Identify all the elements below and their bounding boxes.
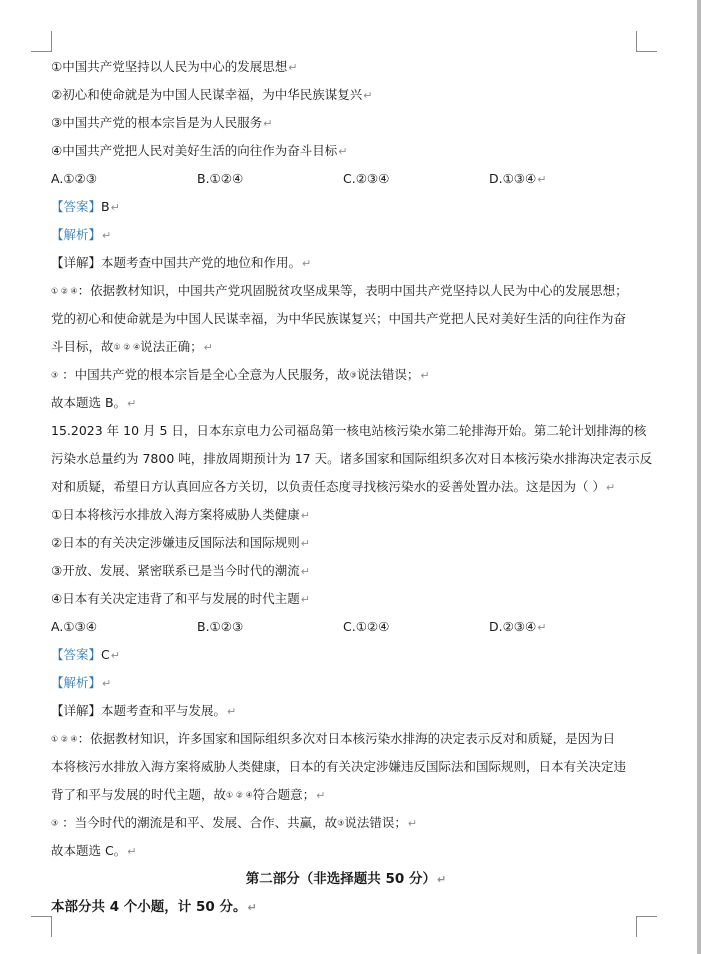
q15-statement-2: ②日本的有关决定涉嫌违反国际法和国际规则↵ — [51, 535, 310, 550]
q15-stem-3: 对和质疑，希望日方认真回应各方关切，以负责任态度寻找核污染水的妥善处置办法。这是因为（ ）↵ — [51, 479, 616, 494]
q14-conclusion: 故本题选 B。↵ — [51, 395, 137, 410]
q14-statement-4: ④中国共产党把人民对美好生活的向往作为奋斗目标↵ — [51, 143, 348, 158]
q15-option-b: B.①②③ — [197, 619, 244, 634]
q15-analysis: 【解析】↵ — [51, 675, 112, 690]
part2-heading: 第二部分（非选择题共 50 分）↵ — [245, 871, 447, 887]
q14-statement-3: ③中国共产党的根本宗旨是为人民服务↵ — [51, 115, 273, 130]
q15-explain-2: 本将核污水排放入海方案将威胁人类健康，日本的有关决定涉嫌违反国际法和国际规则，日本有关决定违 — [51, 759, 627, 774]
q15-options — [51, 613, 641, 641]
document-body[interactable] — [51, 53, 653, 921]
q15-stem-1: 15.2023 年 10 月 5 日，日本东京电力公司福岛第一核电站核污染水第二轮排海开始。第二轮计划排海的核 — [51, 423, 647, 438]
crop-mark-top-left — [31, 31, 52, 52]
q14-detail: 【详解】本题考查中国共产党的地位和作用。↵ — [51, 255, 312, 270]
q15-answer: 【答案】C↵ — [51, 647, 120, 662]
q14-explain-2: 党的初心和使命就是为中国人民谋幸福，为中华民族谋复兴；中国共产党把人民对美好生活的向往作为奋 — [51, 311, 627, 326]
q14-statement-1: ①中国共产党坚持以人民为中心的发展思想↵ — [51, 59, 298, 74]
q15-statement-3: ③开放、发展、紧密联系已是当今时代的潮流↵ — [51, 563, 310, 578]
q15-explain-4: ③ ：当今时代的潮流是和平、发展、合作、共赢，故③说法错误；↵ — [51, 815, 418, 830]
q15-option-c: C.①②④ — [343, 619, 390, 634]
crop-mark-bottom-left — [31, 916, 52, 937]
q14-analysis: 【解析】↵ — [51, 227, 112, 242]
analysis-tag: 【解析】 — [51, 675, 102, 690]
q14-option-d: D.①③④↵ — [489, 171, 547, 186]
q15-detail: 【详解】本题考查和平与发展。↵ — [51, 703, 237, 718]
q14-options — [51, 165, 641, 193]
q14-answer: 【答案】B↵ — [51, 199, 120, 214]
crop-mark-top-right — [636, 31, 657, 52]
q14-statement-2: ②初心和使命就是为中国人民谋幸福，为中华民族谋复兴↵ — [51, 87, 373, 102]
q15-conclusion: 故本题选 C。↵ — [51, 843, 137, 858]
q15-option-a: A.①③④ — [51, 619, 97, 634]
answer-tag: 【答案】 — [51, 199, 102, 214]
q15-explain-3: 背了和平与发展的时代主题，故① ② ④符合题意；↵ — [51, 787, 326, 802]
q14-option-a: A.①②③ — [51, 171, 97, 186]
q14-option-c: C.②③④ — [343, 171, 390, 186]
answer-tag: 【答案】 — [51, 647, 102, 662]
q14-explain-3: 斗目标，故① ② ④说法正确；↵ — [51, 339, 213, 354]
detail-tag: 【详解】 — [51, 703, 102, 718]
detail-tag: 【详解】 — [51, 255, 102, 270]
q15-option-d: D.②③④↵ — [489, 619, 547, 634]
q15-stem-2: 污染水总量约为 7800 吨，排放周期预计为 17 天。诸多国家和国际组织多次对日本核污染水排海决定表示反 — [51, 451, 653, 466]
q15-statement-4: ④日本有关决定违背了和平与发展的时代主题↵ — [51, 591, 310, 606]
part2-intro: 本部分共 4 个小题，计 50 分。↵ — [51, 899, 257, 915]
q15-statement-1: ①日本将核污水排放入海方案将威胁人类健康↵ — [51, 507, 310, 522]
vertical-scrollbar[interactable] — [697, 0, 701, 954]
q14-explain-4: ③ ：中国共产党的根本宗旨是全心全意为人民服务，故③说法错误；↵ — [51, 367, 430, 382]
analysis-tag: 【解析】 — [51, 227, 102, 242]
q14-option-b: B.①②④ — [197, 171, 244, 186]
q14-explain-1: ① ② ④：依据教材知识，中国共产党巩固脱贫攻坚成果等，表明中国共产党坚持以人民为中心的发展思想； — [51, 283, 628, 298]
q15-explain-1: ① ② ④：依据教材知识，许多国家和国际组织多次对日本核污染水排海的决定表示反对和质疑，是因为日 — [51, 731, 616, 746]
